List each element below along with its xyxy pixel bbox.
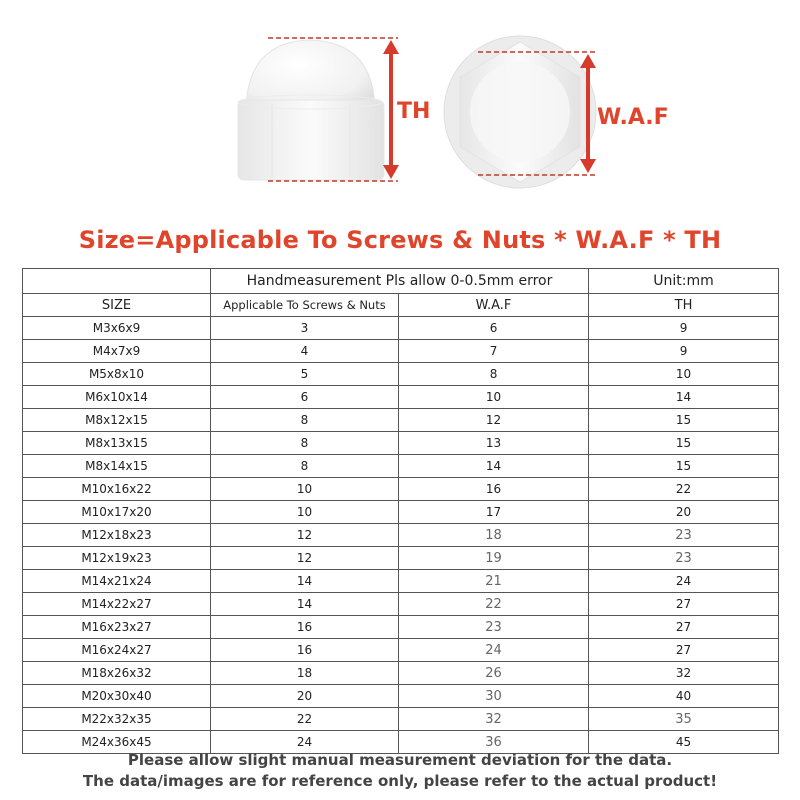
measurement-note: Handmeasurement Pls allow 0-0.5mm error [211,269,589,294]
cell-size: M10x16x22 [23,478,211,501]
cell-waf: 10 [399,386,589,409]
cell-size: M20x30x40 [23,685,211,708]
cell-waf: 19 [399,547,589,570]
cell-waf: 32 [399,708,589,731]
size-spec-table [22,268,779,754]
cell-applicable: 12 [211,524,399,547]
cell-applicable: 10 [211,478,399,501]
unit-label: Unit:mm [589,269,779,294]
dome-cap-image [238,40,384,180]
cell-size: M22x32x35 [23,708,211,731]
table-row [23,317,779,340]
cell-th: 23 [589,547,779,570]
cell-th: 9 [589,317,779,340]
product-images [0,0,800,215]
table-row [23,547,779,570]
cell-applicable: 4 [211,340,399,363]
table-row [23,340,779,363]
cell-applicable: 6 [211,386,399,409]
footer-reference-note: The data/images are for reference only, please refer to the actual product! [82,772,718,790]
cell-size: M14x21x24 [23,570,211,593]
cell-applicable: 16 [211,616,399,639]
cell-size: M12x18x23 [23,524,211,547]
cell-waf: 30 [399,685,589,708]
cell-size: M12x19x23 [23,547,211,570]
footer-deviation-note: Please allow slight manual measurement deviation for the data. [127,751,673,769]
cell-th: 20 [589,501,779,524]
cell-applicable: 3 [211,317,399,340]
cell-size: M24x36x45 [23,731,211,754]
cell-th: 27 [589,639,779,662]
table-row [23,524,779,547]
cell-size: M6x10x14 [23,386,211,409]
cell-th: 15 [589,432,779,455]
cell-waf: 12 [399,409,589,432]
cell-applicable: 18 [211,662,399,685]
cell-applicable: 14 [211,570,399,593]
table-row [23,662,779,685]
cell-applicable: 8 [211,455,399,478]
table-row [23,478,779,501]
table-row [23,639,779,662]
cell-waf: 13 [399,432,589,455]
cell-th: 15 [589,455,779,478]
cell-size: M16x23x27 [23,616,211,639]
table-row [23,432,779,455]
header-blank-cell [23,269,211,294]
cell-th: 22 [589,478,779,501]
cell-size: M16x24x27 [23,639,211,662]
cell-waf: 7 [399,340,589,363]
cell-applicable: 8 [211,432,399,455]
table-row [23,386,779,409]
table-row [23,616,779,639]
table-row [23,685,779,708]
cell-th: 27 [589,616,779,639]
table-row [23,708,779,731]
table-row [23,409,779,432]
hex-cap-image [444,36,596,188]
cell-th: 15 [589,409,779,432]
th-label: TH [397,99,431,124]
cell-applicable: 8 [211,409,399,432]
cell-size: M10x17x20 [23,501,211,524]
cell-th: 32 [589,662,779,685]
table-row [23,570,779,593]
cell-waf: 8 [399,363,589,386]
cell-th: 40 [589,685,779,708]
cell-size: M8x12x15 [23,409,211,432]
col-header-size: SIZE [23,294,211,317]
cell-waf: 6 [399,317,589,340]
cell-size: M5x8x10 [23,363,211,386]
col-header-waf: W.A.F [399,294,589,317]
cell-waf: 14 [399,455,589,478]
cell-th: 10 [589,363,779,386]
cell-th: 35 [589,708,779,731]
cell-size: M8x13x15 [23,432,211,455]
cell-size: M8x14x15 [23,455,211,478]
cell-waf: 22 [399,593,589,616]
cell-applicable: 24 [211,731,399,754]
cell-applicable: 22 [211,708,399,731]
cell-size: M14x22x27 [23,593,211,616]
cell-size: M4x7x9 [23,340,211,363]
cell-waf: 21 [399,570,589,593]
cell-applicable: 12 [211,547,399,570]
size-formula-title: Size=Applicable To Screws & Nuts * W.A.F * TH [78,226,722,254]
product-diagram [0,0,800,215]
cell-applicable: 5 [211,363,399,386]
cell-waf: 24 [399,639,589,662]
cell-th: 45 [589,731,779,754]
cell-applicable: 10 [211,501,399,524]
cell-size: M3x6x9 [23,317,211,340]
cell-th: 27 [589,593,779,616]
cell-waf: 17 [399,501,589,524]
cell-waf: 26 [399,662,589,685]
col-header-applicable: Applicable To Screws & Nuts [211,294,399,317]
cell-applicable: 16 [211,639,399,662]
table-column-header-row [23,294,779,317]
table-row [23,363,779,386]
table-row [23,501,779,524]
cell-applicable: 20 [211,685,399,708]
cell-size: M18x26x32 [23,662,211,685]
cell-th: 24 [589,570,779,593]
table-header-note-row [23,269,779,294]
cell-applicable: 14 [211,593,399,616]
cell-th: 14 [589,386,779,409]
table-row [23,455,779,478]
cell-waf: 16 [399,478,589,501]
cell-waf: 36 [399,731,589,754]
cell-th: 9 [589,340,779,363]
cell-waf: 23 [399,616,589,639]
cell-waf: 18 [399,524,589,547]
cell-th: 23 [589,524,779,547]
col-header-th: TH [589,294,779,317]
waf-label: W.A.F [597,105,669,130]
table-row [23,593,779,616]
